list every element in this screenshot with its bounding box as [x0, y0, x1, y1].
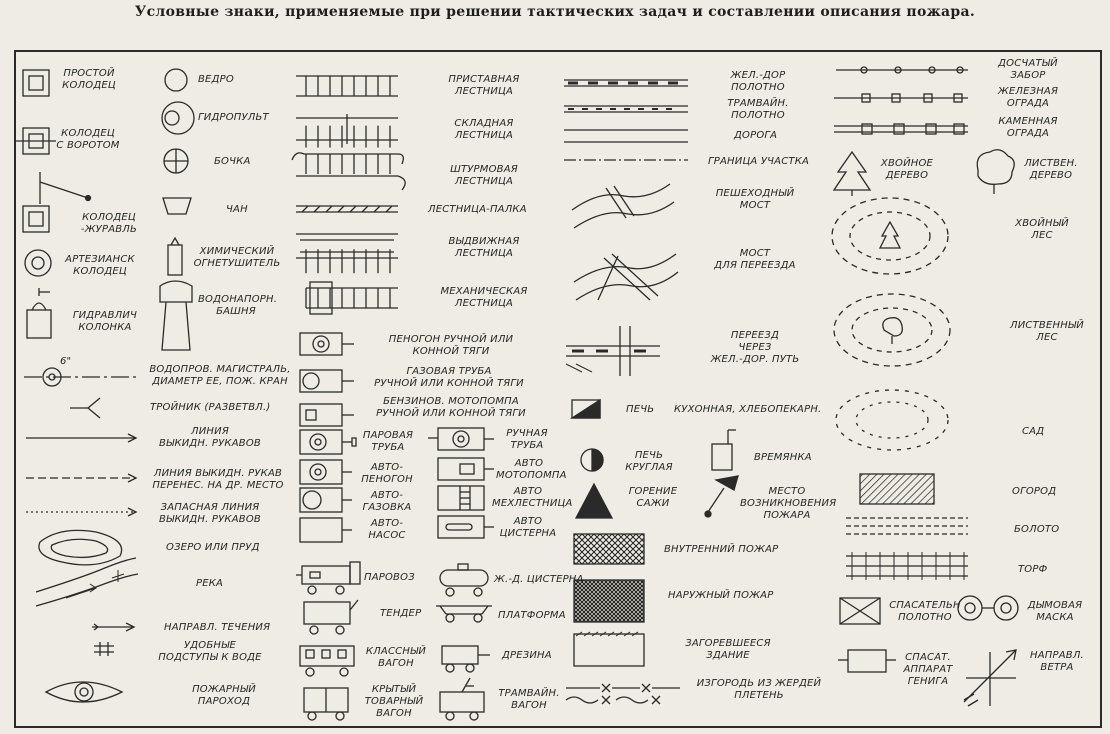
auto-tank-icon	[438, 516, 494, 538]
label-tub: ЧАН	[226, 204, 248, 215]
label-boxcar: КРЫТЫЙ ТОВАРНЫЙ ВАГОН	[364, 684, 424, 719]
label-stove: ПЕЧЬ	[626, 404, 655, 415]
label-leaf-tree: ЛИСТВЕН. ДЕРЕВО	[1024, 158, 1078, 181]
wind-icon	[964, 650, 1016, 706]
fence-iron-icon	[834, 94, 968, 102]
approaches-icon	[94, 642, 114, 656]
tram-icon	[440, 678, 484, 720]
label-fence-board: ДОСЧАТЫЙ ЗАБОР	[998, 58, 1058, 81]
label-stove-kitchen: КУХОННАЯ, ХЛЕБОПЕКАРН.	[674, 404, 822, 415]
steam-pump-icon	[300, 430, 356, 454]
label-soot: ГОРЕНИЕ САЖИ	[628, 486, 678, 509]
label-auto-foam: АВТО- ПЕНОГОН	[361, 462, 413, 485]
label-artesian-well: АРТЕЗИАНСК КОЛОДЕЦ	[65, 254, 135, 277]
label-barrel: БОЧКА	[214, 156, 251, 167]
label-hydraulic-column: ГИДРАВЛИЧ КОЛОНКА	[72, 310, 138, 333]
lake-icon	[39, 530, 122, 565]
label-water-main: ВОДОПРОВ. МАГИСТРАЛЬ, ДИАМЕТР ЕЕ, ПОЖ. КРАН	[149, 364, 291, 387]
label-steam-pump: ПАРОВАЯ ТРУБА	[362, 430, 414, 453]
garden-icon	[836, 390, 948, 450]
label-platform: ПЛАТФОРМА	[498, 610, 566, 621]
label-fence-wattle: ИЗГОРОДЬ ИЗ ЖЕРДЕЙ ПЛЕТЕНЬ	[696, 678, 822, 701]
label-auto-ladder: АВТО МЕХЛЕСТНИЦА	[492, 486, 573, 509]
conifer-tree-icon	[834, 152, 870, 196]
auto-pump-icon	[300, 518, 352, 542]
rail-crossing-icon	[566, 326, 660, 376]
hand-pump-icon	[428, 428, 494, 450]
label-tram: ТРАМВАЙН. ВАГОН	[498, 688, 560, 711]
conifer-forest-icon	[832, 198, 948, 274]
hose-spare-icon	[26, 508, 136, 516]
boxcar-icon	[304, 688, 348, 720]
label-ladder-assault: ШТУРМОВАЯ ЛЕСТНИЦА	[450, 164, 518, 187]
label-road: ДОРОГА	[734, 130, 778, 141]
water-main-icon	[24, 368, 140, 386]
stove-round-icon	[581, 449, 603, 471]
road-icon	[564, 130, 688, 142]
label-plot-border: ГРАНИЦА УЧАСТКА	[708, 156, 810, 167]
label-hydropult: ГИДРОПУЛЬТ	[198, 112, 269, 123]
foot-bridge-icon	[572, 184, 674, 228]
label-motor-pump: БЕНЗИНОВ. МОТОПОМПА РУЧНОЙ ИЛИ КОННОЙ ТЯГИ	[376, 396, 526, 419]
fire-origin-icon	[705, 476, 738, 517]
label-ladder-attach: ПРИСТАВНАЯ ЛЕСТНИЦА	[448, 74, 520, 97]
label-smoke-mask: ДЫМОВАЯ МАСКА	[1027, 600, 1083, 623]
auto-motopump-icon	[438, 458, 494, 480]
current-arrow-icon	[92, 623, 134, 631]
label-ladder-extend: ВЫДВИЖНАЯ ЛЕСТНИЦА	[448, 236, 520, 259]
label-hose-line: ЛИНИЯ ВЫКИДН. РУКАВОВ	[159, 426, 261, 449]
rescue-genig-icon	[838, 650, 896, 672]
ladder-assault-icon	[292, 153, 405, 190]
burning-building-icon	[574, 632, 644, 666]
label-rescue-genig: СПАСАТ. АППАРАТ ГЕНИГА	[903, 652, 953, 687]
passenger-car-icon	[300, 646, 354, 676]
label-fire-origin: МЕСТО ВОЗНИКНОВЕНИЯ ПОЖАРА	[740, 486, 837, 521]
auto-foam-icon	[300, 460, 352, 484]
swamp-icon	[846, 518, 968, 534]
label-outer-fire: НАРУЖНЫЙ ПОЖАР	[668, 590, 774, 601]
tee-icon	[70, 398, 100, 418]
rail-tank-icon	[440, 564, 488, 596]
label-hose-spare: ЗАПАСНАЯ ЛИНИЯ ВЫКИДН. РУКАВОВ	[159, 502, 261, 525]
ladder-pole-icon	[296, 206, 398, 212]
leaf-tree-icon	[977, 150, 1014, 194]
label-leaf-forest: ЛИСТВЕННЫЙ ЛЕС	[1010, 320, 1084, 343]
label-auto-tank: АВТО ЦИСТЕРНА	[499, 516, 557, 539]
tub-icon	[163, 198, 191, 214]
label-inner-fire: ВНУТРЕННИЙ ПОЖАР	[664, 544, 779, 555]
motor-pump-icon	[300, 404, 354, 426]
tender-icon	[304, 600, 358, 634]
label-ladder-mech: МЕХАНИЧЕСКАЯ ЛЕСТНИЦА	[440, 286, 528, 309]
platform-icon	[436, 606, 492, 622]
label-vegetable: ОГОРОД	[1012, 486, 1057, 497]
well-gate-icon	[16, 128, 56, 154]
draisine-icon	[442, 646, 490, 672]
auto-gas-icon	[300, 488, 352, 512]
ladder-extend-icon	[296, 234, 398, 273]
label-tender: ТЕНДЕР	[380, 608, 422, 619]
label-fireboat: ПОЖАРНЫЙ ПАРОХОД	[192, 684, 256, 707]
rescue-cloth-icon	[840, 598, 880, 624]
label-rail-track: ЖЕЛ.-ДОР ПОЛОТНО	[730, 70, 786, 93]
hose-moved-icon	[26, 474, 136, 482]
label-bucket: ВЕДРО	[198, 74, 234, 85]
label-conifer-tree: ХВОЙНОЕ ДЕРЕВО	[880, 158, 934, 181]
label-swamp: БОЛОТО	[1014, 524, 1060, 535]
label-lake: ОЗЕРО ИЛИ ПРУД	[166, 542, 260, 553]
label-gas-manual: ГАЗОВАЯ ТРУБА РУЧНОЙ ИЛИ КОННОЙ ТЯГИ	[374, 366, 524, 389]
label-garden: САД	[1022, 426, 1045, 437]
hose-line-icon	[26, 434, 136, 442]
label-tram-track: ТРАМВАЙН. ПОЛОТНО	[727, 98, 789, 121]
label-stove-round: ПЕЧЬ КРУГЛАЯ	[625, 450, 673, 473]
label-auto-motopump: АВТО МОТОПОМПА	[496, 458, 567, 481]
label-rescue-cloth: СПАСАТЕЛЬН ПОЛОТНО	[889, 600, 961, 623]
smoke-mask-icon	[958, 596, 1018, 620]
stove-kitchen-icon	[572, 400, 600, 418]
label-peat: ТОРФ	[1018, 564, 1048, 575]
page-title: Условные знаки, применяемые при решении тактических задач и составлении описания пожара.	[134, 4, 976, 20]
hydraulic-column-icon	[27, 288, 51, 338]
label-burning-building: ЗАГОРЕВШЕЕСЯ ЗДАНИЕ	[685, 638, 771, 661]
rail-track-icon	[564, 80, 688, 86]
label-hose-moved: ЛИНИЯ ВЫКИДН. РУКАВ ПЕРЕНЕС. НА ДР. МЕСТО	[152, 468, 284, 491]
label-wind: НАПРАВЛ. ВЕТРА	[1030, 650, 1084, 673]
fireboat-icon	[46, 682, 122, 702]
leaf-forest-icon	[834, 294, 950, 366]
stove-temp-icon	[712, 430, 736, 470]
soot-icon	[576, 484, 612, 518]
label-ladder-fold: СКЛАДНАЯ ЛЕСТНИЦА	[454, 118, 514, 141]
auto-ladder-icon	[438, 486, 484, 510]
label-water-tower: ВОДОНАПОРН. БАШНЯ	[198, 294, 278, 317]
outer-fire-icon	[574, 580, 644, 622]
label-well-crane: КОЛОДЕЦ -ЖУРАВЛЬ	[80, 212, 138, 235]
label-stove-temp: ВРЕМЯНКА	[754, 452, 812, 463]
label-auto-pump: АВТО- НАСОС	[368, 518, 406, 541]
ladder-attach-icon	[296, 76, 398, 96]
peat-icon	[846, 552, 968, 580]
label-tee: ТРОЙНИК (РАЗВЕТВЛ.)	[150, 402, 271, 413]
bucket-icon	[165, 69, 187, 91]
label-rail-crossing: ПЕРЕЕЗД ЧЕРЕЗ ЖЕЛ.-ДОР. ПУТЬ	[710, 330, 800, 365]
label-foam-manual: ПЕНОГОН РУЧНОЙ ИЛИ КОННОЙ ТЯГИ	[388, 334, 514, 357]
label-fence-stone: КАМЕННАЯ ОГРАДА	[998, 116, 1058, 139]
label-passenger-car: КЛАССНЫЙ ВАГОН	[365, 646, 427, 669]
locomotive-icon	[296, 562, 360, 594]
label-current: НАПРАВЛ. ТЕЧЕНИЯ	[164, 622, 271, 633]
bridge-icon	[574, 254, 678, 300]
label-draisine: ДРЕЗИНА	[502, 650, 552, 661]
ladder-mech-icon	[306, 282, 398, 314]
vegetable-icon	[860, 474, 934, 504]
label-hand-pump: РУЧНАЯ ТРУБА	[506, 428, 548, 451]
label-well-gate: КОЛОДЕЦ С ВОРОТОМ	[56, 128, 120, 151]
label-auto-gas: АВТО- ГАЗОВКА	[362, 490, 412, 513]
extinguisher-icon	[168, 238, 182, 275]
barrel-icon	[164, 149, 188, 173]
foam-manual-icon	[300, 333, 354, 355]
ladder-fold-icon	[296, 114, 398, 148]
label-conifer-forest: ХВОЙНЫЙ ЛЕС	[1015, 218, 1069, 241]
inner-fire-icon	[574, 534, 644, 564]
hydropult-icon	[162, 102, 194, 134]
fence-stone-icon	[834, 124, 968, 134]
label-rail-tank: Ж.-Д. ЦИСТЕРНА	[494, 574, 584, 585]
tram-track-icon	[564, 106, 688, 112]
gas-manual-icon	[300, 370, 354, 392]
label-fence-iron: ЖЕЛЕЗНАЯ ОГРАДА	[997, 86, 1059, 109]
label-extinguisher: ХИМИЧЕСКИЙ ОГНЕТУШИТЕЛЬ	[193, 246, 281, 269]
simple-well-icon	[23, 70, 49, 96]
label-locomotive: ПАРОВОЗ	[364, 572, 415, 583]
fence-wattle-icon	[566, 684, 680, 704]
fence-board-icon	[836, 67, 968, 73]
label-bridge: МОСТ ДЛЯ ПЕРЕЕЗДА	[714, 248, 796, 271]
artesian-well-icon	[25, 250, 51, 276]
label-simple-well: ПРОСТОЙ КОЛОДЕЦ	[62, 68, 116, 91]
label-approaches: УДОБНЫЕ ПОДСТУПЫ К ВОДЕ	[158, 640, 262, 663]
label-river: РЕКА	[196, 578, 224, 589]
label-foot-bridge: ПЕШЕХОДНЫЙ МОСТ	[715, 188, 795, 211]
label-ladder-pole: ЛЕСТНИЦА-ПАЛКА	[428, 204, 527, 215]
water-tower-icon	[160, 281, 192, 350]
label-diameter: 6"	[60, 356, 72, 367]
